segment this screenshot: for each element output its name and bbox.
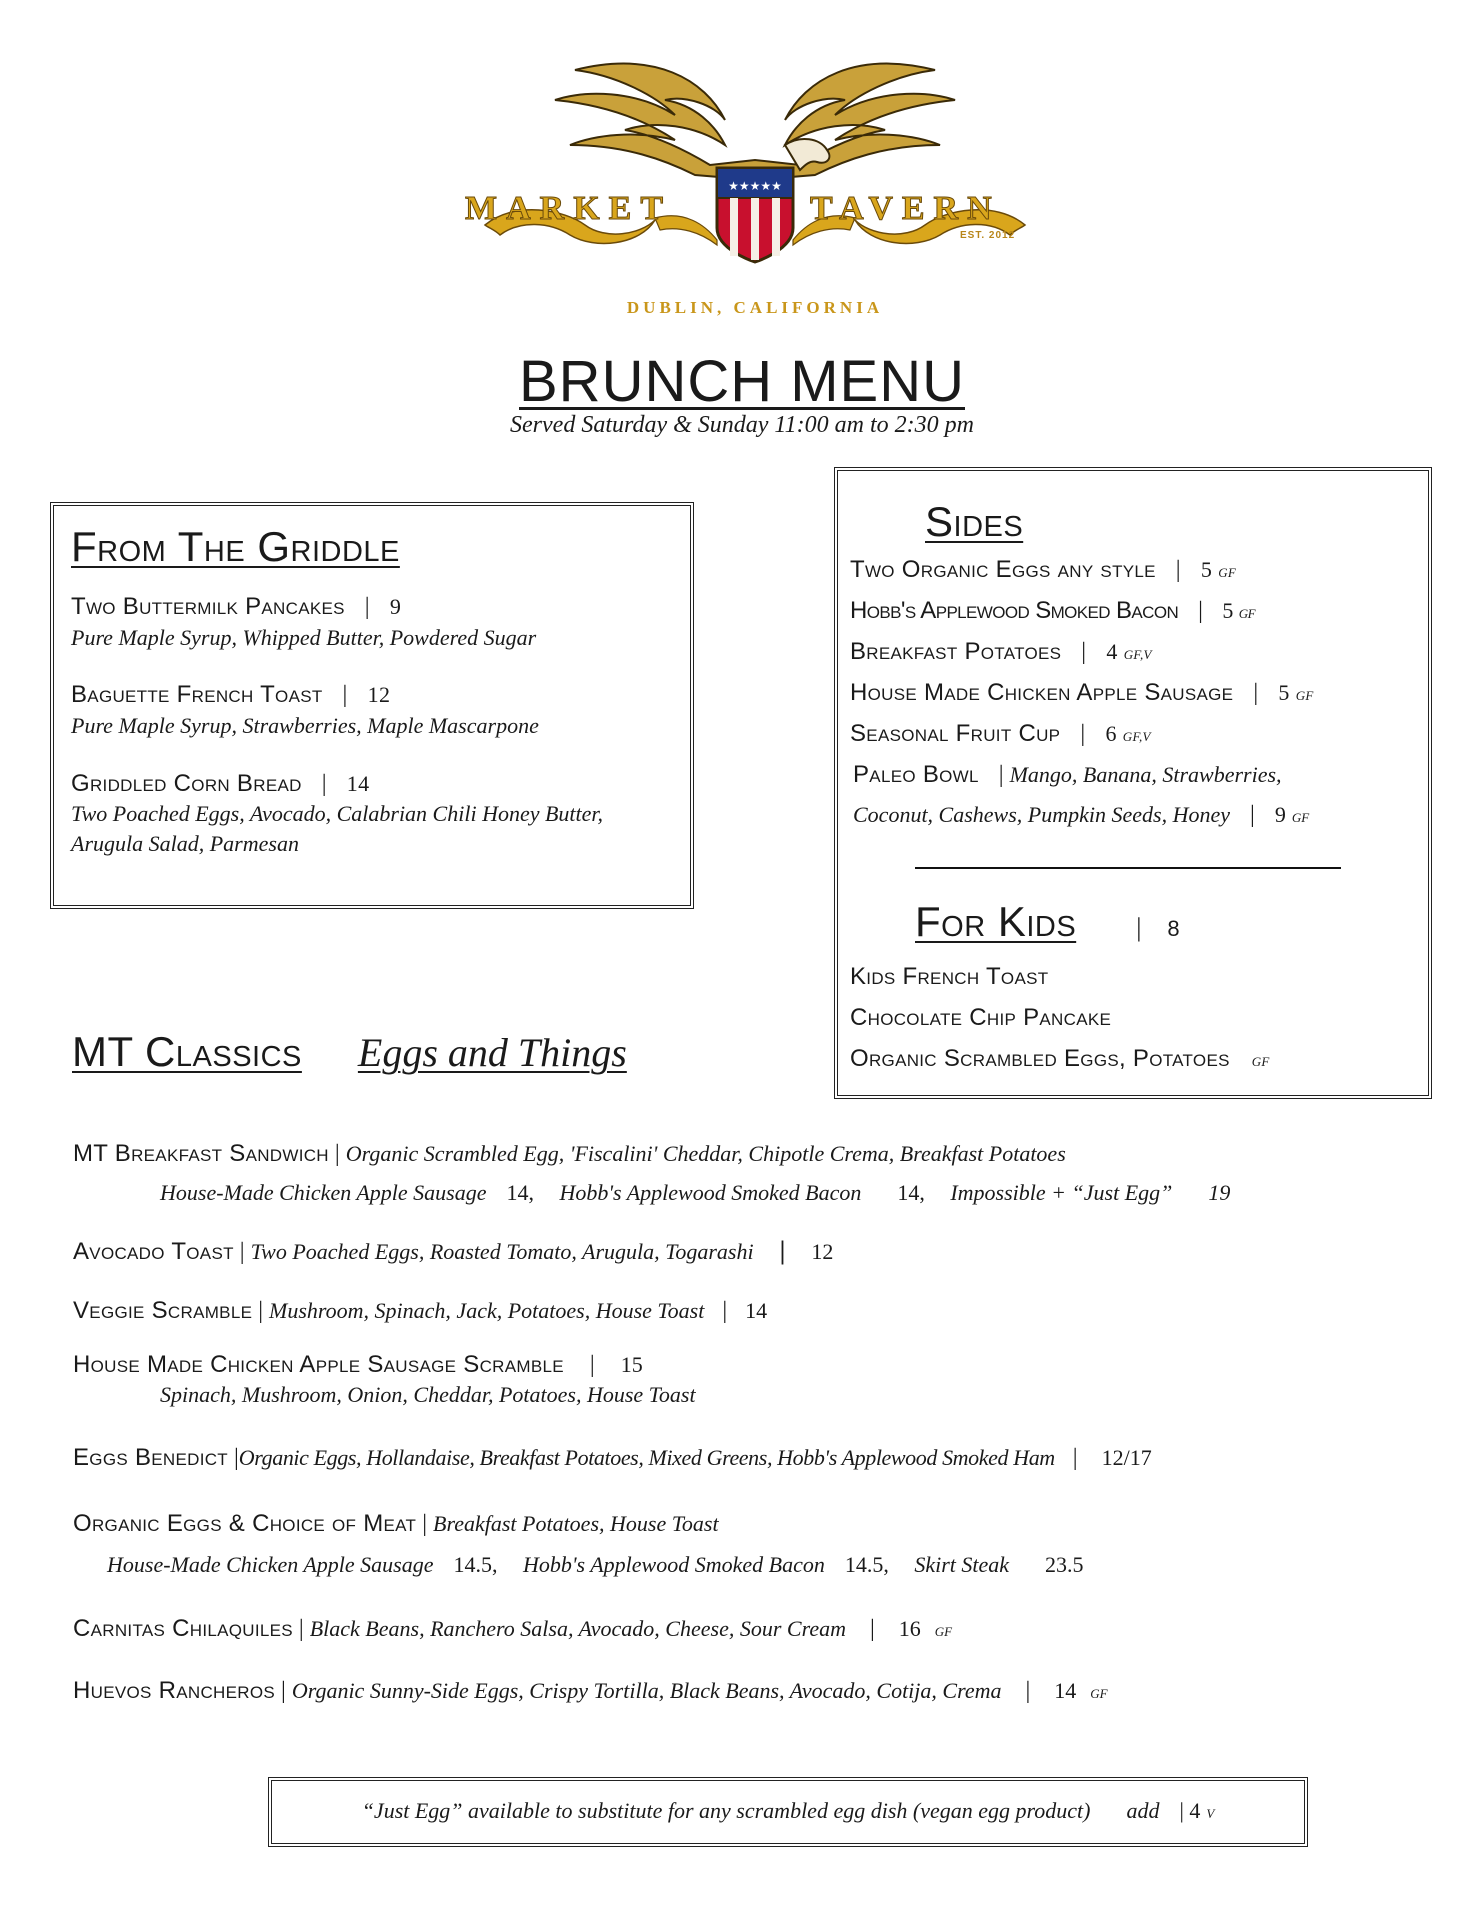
logo-city: DUBLIN, CALIFORNIA (626, 298, 884, 317)
page-title: BRUNCH MENU (519, 349, 965, 414)
classics-heading: MT Classics (72, 1028, 302, 1075)
svg-text:★★★★★: ★★★★★ (728, 179, 782, 193)
divider (915, 867, 1341, 869)
just-egg-note-text: “Just Egg” available to substitute for any scrambled egg dish (vegan egg product) add | 4 V (361, 1798, 1215, 1823)
kids-heading: For Kids (915, 898, 1077, 945)
market-tavern-logo (455, 50, 1055, 317)
griddle-item-desc: Two Poached Eggs, Avocado, Calabrian Chili Honey Butter, (71, 801, 604, 826)
classics-item-options: House-Made Chicken Apple Sausage 14, Hobb's Applewood Smoked Bacon 14, Impossible + “Just Egg” 19 (160, 1180, 1231, 1205)
sides-section (834, 467, 1432, 1099)
sides-paleo-bowl: Paleo Bowl | Mango, Banana, Strawberries, (853, 761, 1282, 788)
logo-est: EST. 2012 (960, 230, 1016, 241)
classics-item: Huevos Rancheros | Organic Sunny-Side Eggs, Crispy Tortilla, Black Beans, Avocado, Cotija, Crema | 14 GF (73, 1677, 1108, 1704)
kids-item: Organic Scrambled Eggs, Potatoes GF (850, 1045, 1270, 1072)
sides-heading: Sides (925, 498, 1024, 545)
classics-item-desc: Spinach, Mushroom, Onion, Cheddar, Potatoes, House Toast (160, 1382, 696, 1407)
griddle-item: Baguette French Toast | 12 (71, 681, 391, 708)
classics-item: House Made Chicken Apple Sausage Scramble | 15 (73, 1351, 643, 1378)
just-egg-note (268, 1777, 1308, 1847)
griddle-item: Griddled Corn Bread | 14 (71, 770, 370, 797)
sides-item: House Made Chicken Apple Sausage | 5 GF (850, 679, 1314, 706)
logo-tavern-word: TAVERN (810, 190, 1001, 227)
griddle-section (50, 502, 694, 909)
griddle-item-desc: Arugula Salad, Parmesan (71, 831, 299, 856)
eagle-crest-icon (455, 50, 1055, 280)
griddle-heading: From The Griddle (71, 523, 400, 570)
sides-item: Hobb's Applewood Smoked Bacon | 5 GF (850, 597, 1255, 624)
classics-item: Veggie Scramble | Mushroom, Spinach, Jack, Potatoes, House Toast | 14 (73, 1297, 768, 1324)
classics-heading-row (72, 1028, 627, 1076)
classics-item: Avocado Toast | Two Poached Eggs, Roasted Tomato, Arugula, Togarashi | 12 (73, 1236, 834, 1265)
classics-subheading: Eggs and Things (357, 1030, 627, 1075)
classics-item: MT Breakfast Sandwich | Organic Scrambled Egg, 'Fiscalini' Cheddar, Chipotle Crema, Breakfast Potatoes (73, 1140, 1066, 1167)
logo-market-word: MARKET (465, 190, 672, 227)
sides-item: Seasonal Fruit Cup | 6 GF,V (850, 720, 1151, 747)
sides-item: Breakfast Potatoes | 4 GF,V (850, 638, 1152, 665)
sides-paleo-bowl-desc: Coconut, Cashews, Pumpkin Seeds, Honey | 9 GF (853, 802, 1310, 828)
kids-heading-row: For Kids | 8 (915, 898, 1180, 945)
kids-item: Chocolate Chip Pancake (850, 1004, 1112, 1031)
griddle-item: Two Buttermilk Pancakes | 9 (71, 593, 402, 620)
classics-item: Eggs Benedict |Organic Eggs, Hollandaise, Breakfast Potatoes, Mixed Greens, Hobb's Applewood Smoked Ham | 12/17 (73, 1444, 1152, 1471)
classics-item: Organic Eggs & Choice of Meat | Breakfast Potatoes, House Toast (73, 1510, 719, 1537)
kids-item: Kids French Toast (850, 963, 1049, 990)
griddle-item-desc: Pure Maple Syrup, Whipped Butter, Powdered Sugar (71, 625, 537, 650)
classics-item: Carnitas Chilaquiles | Black Beans, Ranchero Salsa, Avocado, Cheese, Sour Cream | 16 GF (73, 1615, 953, 1642)
sides-item: Two Organic Eggs any style | 5 GF (850, 556, 1237, 583)
kids-price: 8 (1167, 916, 1180, 941)
classics-item-options: House-Made Chicken Apple Sausage 14.5, Hobb's Applewood Smoked Bacon 14.5, Skirt Steak 23.5 (107, 1552, 1084, 1577)
griddle-item-desc: Pure Maple Syrup, Strawberries, Maple Mascarpone (71, 713, 539, 738)
served-hours: Served Saturday & Sunday 11:00 am to 2:30 pm (510, 412, 974, 438)
